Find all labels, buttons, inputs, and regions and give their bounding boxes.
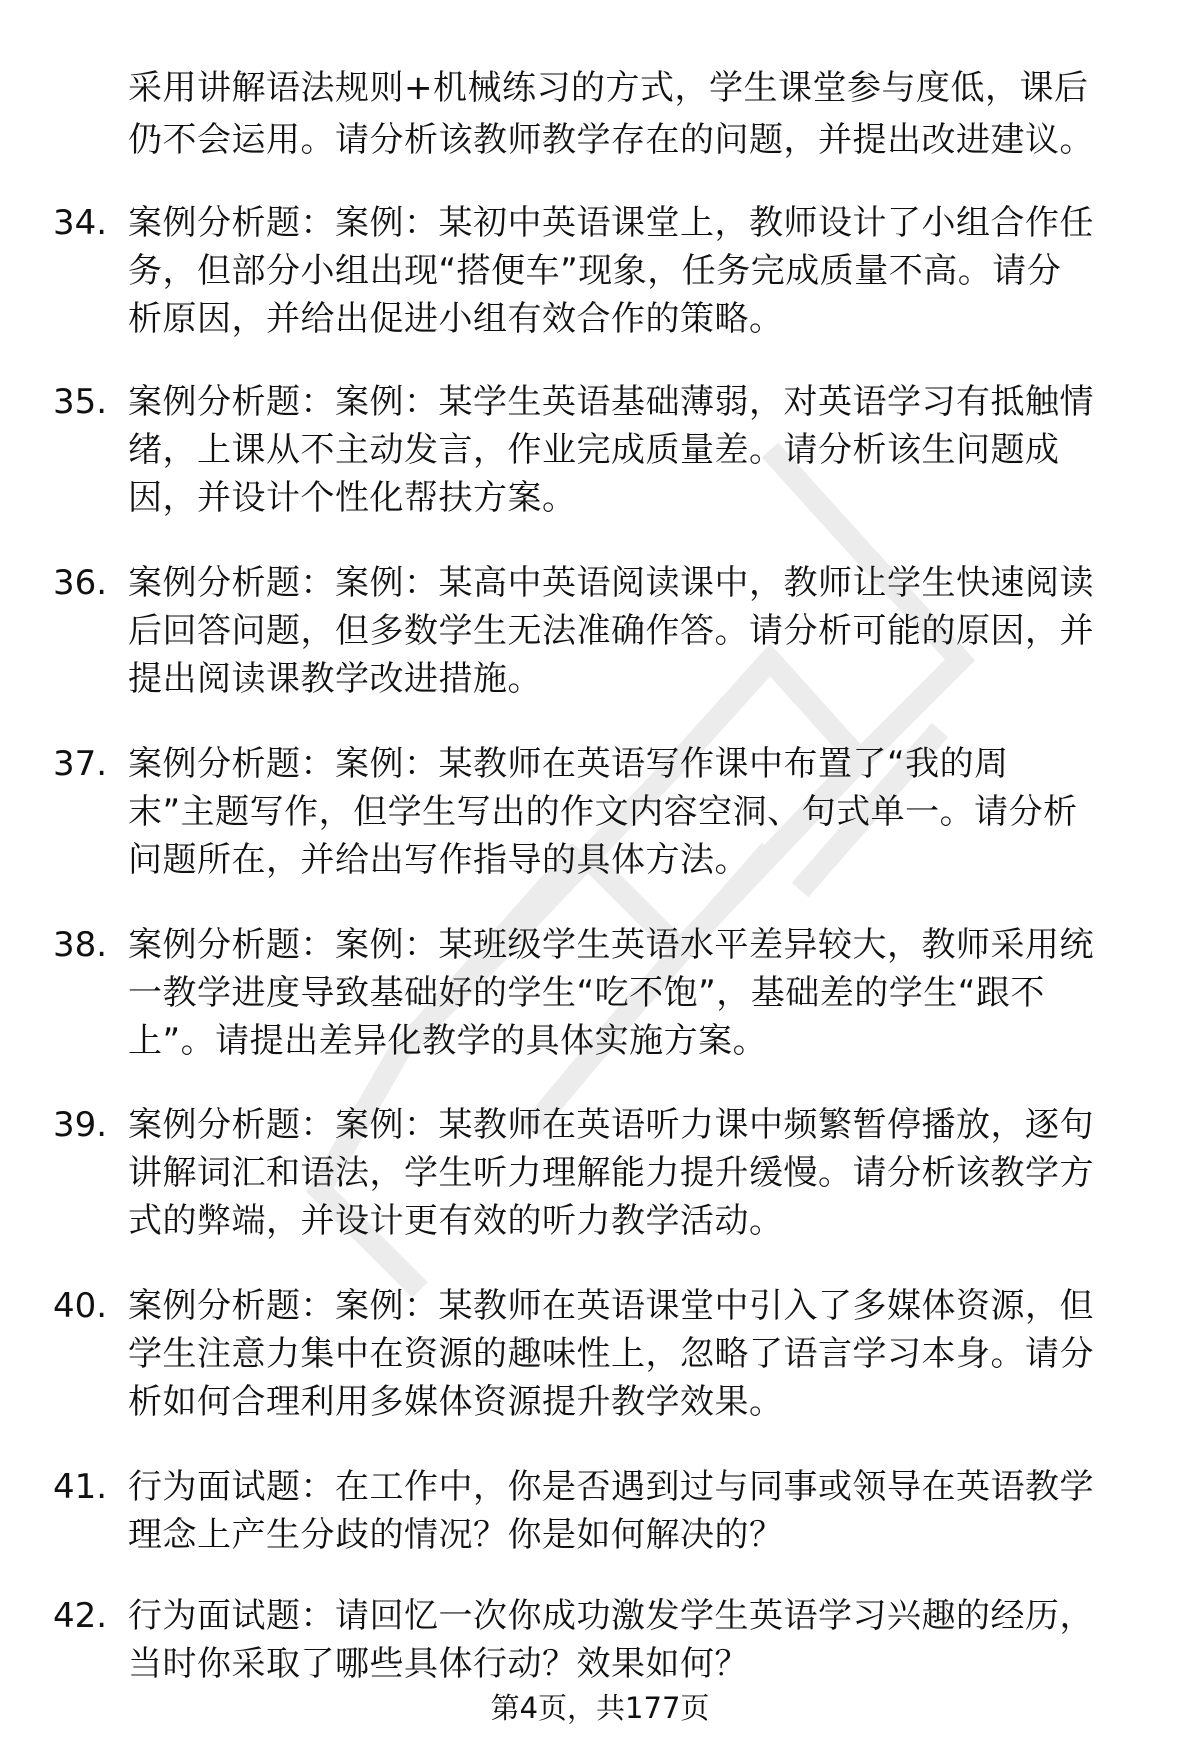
text-line: 理念上产生分歧的情况？你是如何解决的？ bbox=[128, 1515, 784, 1555]
text-line: 案例分析题：案例：某学生英语基础薄弱，对英语学习有抵触情 bbox=[128, 382, 1094, 422]
text-line: 末”主题写作，但学生写出的作文内容空洞、句式单一。请分析 bbox=[128, 792, 1078, 832]
question-number: 38. bbox=[53, 925, 108, 965]
question-number: 42. bbox=[53, 1596, 108, 1636]
text-line: 一教学进度导致基础好的学生“吃不饱”，基础差的学生“跟不 bbox=[128, 973, 1045, 1013]
text-line: 案例分析题：案例：某班级学生英语水平差异较大，教师采用统 bbox=[128, 925, 1094, 965]
text-line: 析原因，并给出促进小组有效合作的策略。 bbox=[128, 299, 784, 339]
text-line: 案例分析题：案例：某教师在英语课堂中引入了多媒体资源，但 bbox=[128, 1286, 1094, 1326]
text-line: 案例分析题：案例：某教师在英语听力课中频繁暂停播放，逐句 bbox=[128, 1105, 1094, 1145]
text-line: 仍不会运用。请分析该教师教学存在的问题，并提出改进建议。 bbox=[128, 120, 1094, 160]
question-number: 36. bbox=[53, 563, 108, 603]
text-line: 式的弊端，并设计更有效的听力教学活动。 bbox=[128, 1201, 784, 1241]
text-line: 讲解词汇和语法，学生听力理解能力提升缓慢。请分析该教学方 bbox=[128, 1153, 1094, 1193]
page-number-footer: 第4页，共177页 bbox=[490, 1691, 710, 1725]
text-line: 行为面试题：在工作中，你是否遇到过与同事或领导在英语教学 bbox=[128, 1467, 1094, 1507]
text-line: 案例分析题：案例：某初中英语课堂上，教师设计了小组合作任 bbox=[128, 203, 1094, 243]
question-number: 34. bbox=[53, 203, 108, 243]
text-line: 因，并设计个性化帮扶方案。 bbox=[128, 478, 577, 518]
question-number: 40. bbox=[53, 1286, 108, 1326]
text-line: 提出阅读课教学改进措施。 bbox=[128, 659, 542, 699]
text-line: 务，但部分小组出现“搭便车”现象，任务完成质量不高。请分 bbox=[128, 251, 1062, 291]
text-line: 采用讲解语法规则+机械练习的方式，学生课堂参与度低，课后 bbox=[128, 68, 1089, 108]
text-line: 析如何合理利用多媒体资源提升教学效果。 bbox=[128, 1382, 784, 1422]
question-number: 41. bbox=[53, 1467, 108, 1507]
question-number: 37. bbox=[53, 744, 108, 784]
question-number: 35. bbox=[53, 382, 108, 422]
text-line: 后回答问题，但多数学生无法准确作答。请分析可能的原因，并 bbox=[128, 611, 1094, 651]
text-line: 案例分析题：案例：某教师在英语写作课中布置了“我的周 bbox=[128, 744, 1009, 784]
text-line: 上”。请提出差异化教学的具体实施方案。 bbox=[128, 1021, 768, 1061]
text-line: 问题所在，并给出写作指导的具体方法。 bbox=[128, 840, 749, 880]
text-line: 绪，上课从不主动发言，作业完成质量差。请分析该生问题成 bbox=[128, 430, 1060, 470]
text-line: 学生注意力集中在资源的趣味性上，忽略了语言学习本身。请分 bbox=[128, 1334, 1094, 1374]
text-line: 当时你采取了哪些具体行动？效果如何？ bbox=[128, 1644, 749, 1684]
text-line: 行为面试题：请回忆一次你成功激发学生英语学习兴趣的经历， bbox=[128, 1596, 1094, 1636]
question-number: 39. bbox=[53, 1105, 108, 1145]
text-line: 案例分析题：案例：某高中英语阅读课中，教师让学生快速阅读 bbox=[128, 563, 1094, 603]
